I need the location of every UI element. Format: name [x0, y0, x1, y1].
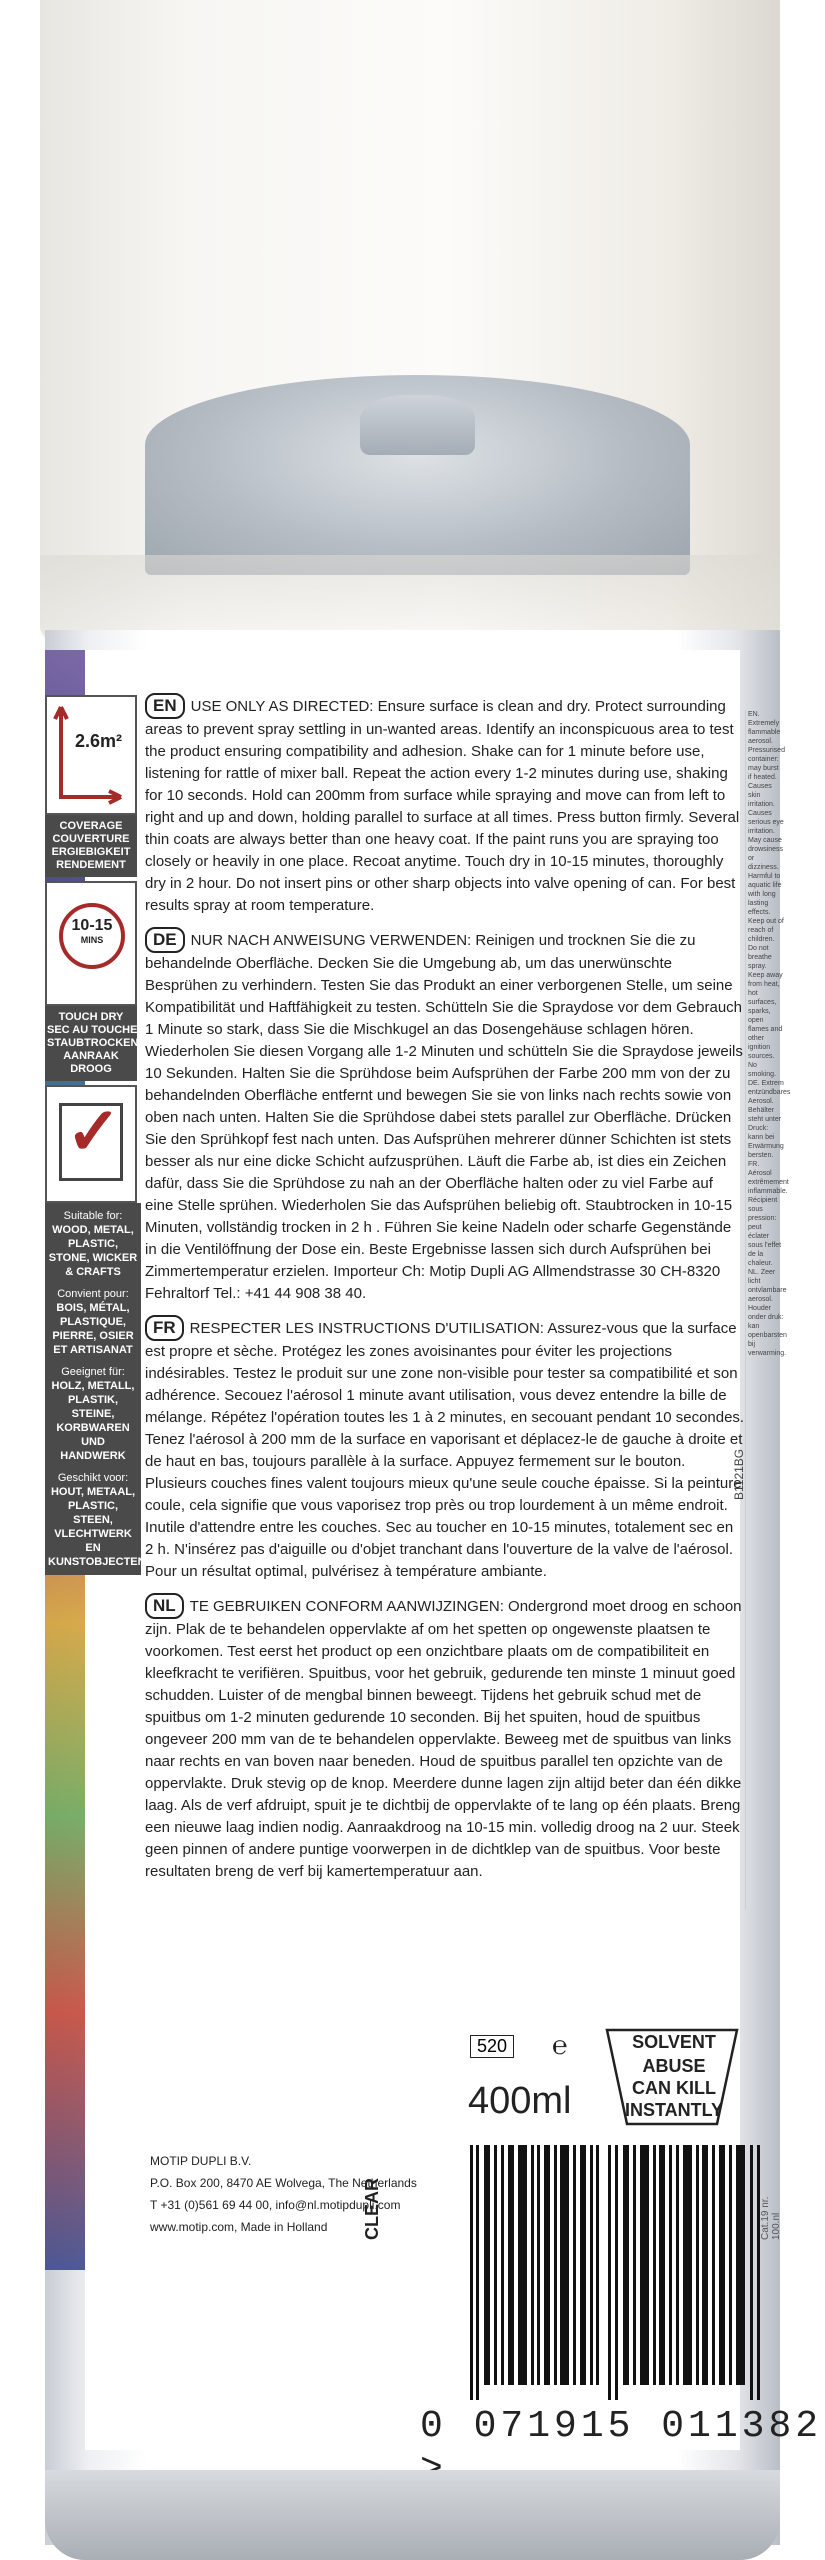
- manufacturer-info: MOTIP DUPLI B.V. P.O. Box 200, 8470 AE Wolvega, The Netherlands T +31 (0)561 69 44 00, info@nl.motipdupli.com www.motip.com, Made in Holland: [150, 2154, 417, 2234]
- touch-dry-unit: MINS: [80, 935, 104, 945]
- coverage-value: 2.6m²: [75, 731, 123, 751]
- can-bottom-rim: [45, 2470, 780, 2560]
- suitable-for-list: Suitable for: WOOD, METAL, PLASTIC, STONE, WICKER & CRAFTS Convient pour: BOIS, MÉTAL, PLASTIQUE, PIERRE, OSIER ET ARTISANAT Geeignet für: HOLZ, METALL, PLASTIK, STEINE, KORBWAREN UND HANDWERK Geschikt voor: HOUT, METAAL, PLASTIC, STEEN, VLECHTWERK EN KUNSTOBJECTEN: [45, 1203, 141, 1575]
- estimated-sign: ℮: [552, 2030, 568, 2060]
- volume: 400ml: [468, 2080, 572, 2122]
- product-number: 520: [470, 2035, 514, 2058]
- section-de: [145, 927, 745, 1305]
- spray-nozzle: [360, 395, 475, 455]
- product-number-row: [470, 2035, 514, 2058]
- barcode: [470, 2145, 770, 2400]
- tick-icon: ✓: [66, 1094, 122, 1168]
- touch-dry-dial: [59, 903, 125, 969]
- clock-icon: [45, 881, 137, 1006]
- checkmark-icon: [45, 1085, 137, 1203]
- lang-badge-de: DE: [145, 927, 185, 953]
- instructions-nl: TE GEBRUIKEN CONFORM AANWIJZINGEN: Ondergrond moet droog en schoon zijn. Plak de te behandelen oppervlakte af om het spetten op ongewenste plaatsen te voorkomen. Test eerst het product op een onzichtbare plaats om de compatibiliteit en kleefkracht te verifiëren. Spuitbus, voor het gebruik, gedurende ten minste 1 minuut goed schudden. Luister of de mengbal binnen beweegt. Tijdens het gebruik schud met de spuitbus om 1-2 minuten gedurende 10 seconden. Bij het spuiten, houd de spuitbus ongeveer 200 mm van de te behandelen oppervlakte. Beweeg met de spuitbus van links naar rechts en van boven naar beneden. Houd de spuitbus parallel ten opzichte van de oppervlakte. Druk stevig op de knop. Meerdere dunne lagen zijn altijd beter dan één dikke laag. Als de verf afdruipt, spuit je te dichtbij de oppervlakte of te lang op één plaats. Breng een nieuwe laag indien nodig. Aanraakdroog na 10-15 min. volledig droog na 2 uur. Steek geen pinnen of andere puntige voorwerpen in de dichtklep van de spuitbus. Voor beste resultaten breng de verf bij kamertemperatuur aan.: [145, 1598, 742, 1880]
- color-name: CLEAR: [362, 2178, 382, 2240]
- instructions-de: NUR NACH ANWEISUNG VERWENDEN: Reinigen und trocknen Sie die zu behandelnde Oberfläche. Decken Sie die Umgebung ab, um das unerwünschte Besprühen zu verhindern. Testen Sie das Produkt an einer verborgenen Stelle, um seine Kompatibilität und Haftfähigkeit zu testen. Schütteln Sie die Spraydose vor dem Gebrauch 1 Minute so stark, dass Sie die Mischkugel an das Dosengehäuse schlagen hören. Wiederholen Sie diesen Vorgang alle 1-2 Minuten und schütteln Sie die Spraydose jeweils 10 Sekunden. Halten Sie die Sprühdose beim Aufsprühen der Farbe 200 mm von der zu behandelnden Oberfläche entfernt und bewegen Sie sie von links nach rechts sowie von oben nach unten. Halten Sie die Sprühdose dabei stets parallel zur Oberfläche. Drücken Sie den Sprühkopf fest nach unten. Das Aufsprühen mehrerer dünner Schichten ist stets besser als nur eine dicke Schicht aufzusprühen. Läuft die Farbe ab, ist dies ein Zeichen dafür, dass Sie die Sprühdose zu nah an der Oberfläche halten oder zu viel Farbe auf eine Stelle sprühen. Wiederholen Sie das Aufsprühen beliebig oft. Staubtrocken in 10-15 Minuten, vollständig trocken in 2 h . Führen Sie keine Nadeln oder scharfe Gegenstände in die Ventilöffnung der Dose ein. Beste Ergebnisse lassen sich durch Aufsprühen bei Zimmertemperatur erzielen. Importeur Ch: Motip Dupli AG Allmendstrasse 30 CH-8320 Fehraltorf Tel.: +41 44 908 38 40.: [145, 932, 743, 1302]
- touch-dry-labels: TOUCH DRY SEC AU TOUCHER STAUBTROCKEN AANRAAK DROOG: [45, 1006, 137, 1081]
- catalog-code: Cat.19 nr. 100.nl: [760, 2196, 782, 2240]
- instructions-fr: RESPECTER LES INSTRUCTIONS D'UTILISATION: Assurez-vous que la surface est propre et sèche. Protégez les zones avoisinantes pour éviter les projections indésirables. Testez le produit sur une zone non-visible pour tester sa compatibilité et son adhérence. Secouez l'aérosol 1 minute avant utilisation, vous devez entendre la bille de mélange. Répétez l'opération toutes les 1 à 2 minutes, en secouant pendant 10 secondes. Tenez l'aérosol à 200 mm de la surface en vaporisant et déplacez-le de gauche à droite et de haut en bas, toujours parallèle à la surface. Appuyez fermement sur le bouton. Plusieurs couches fines valent toujours mieux qu'une seule couche épaisse. Si la peinture coule, cela signifie que vous vaporisez trop près ou trop lourdement à un même endroit. Inutile d'attendre entre les couches. Sec au toucher en 10-15 minutes, totalement sec en 2 h. N'insérez pas d'aiguille ou d'objet tranchant dans l'ouverture de la valve de l'aérosol. Pour un résultat optimal, pulvérisez à température ambiante.: [145, 1320, 745, 1580]
- barcode-number: 0 071915 011382: [420, 2405, 823, 2448]
- section-fr: [145, 1315, 745, 1583]
- solvent-warning: SOLVENT ABUSE CAN KILL INSTANTLY: [597, 2022, 747, 2132]
- hazard-text-strip: EN. Extremely flammable aerosol. Pressurised container: may burst if heated. Causes skin irritation. Causes serious eye irritation. May cause drowsiness or dizziness. Harmful to aquatic life with long lasting effects. Keep out of reach of children. Do not breathe spray. Keep away from heat, hot surfaces, sparks, open flames and other ignition sources. No smoking. DE. Extrem entzündbares Aerosol. Behälter steht unter Druck: kann bei Erwärmung bersten. FR. Aérosol extrêmement inflammable. Récipient sous pression: peut éclater sous l'effet de la chaleur. NL. Zeer licht ontvlambare aerosol. Houder onder druk: kan openbarsten bij verwarming.: [745, 710, 784, 1910]
- touch-dry-value: 10-15: [71, 917, 113, 934]
- lang-badge-nl: NL: [145, 1593, 184, 1619]
- lang-badge-en: EN: [145, 693, 185, 719]
- batch-code: B1121BG: [732, 1448, 746, 1500]
- coverage-icon: [45, 695, 137, 815]
- section-en: [145, 693, 745, 917]
- info-sidebar: [45, 695, 146, 1575]
- instructions: [145, 693, 745, 1893]
- instructions-en: USE ONLY AS DIRECTED: Ensure surface is clean and dry. Protect surrounding areas to prevent spray settling in un-wanted areas. Identify an inconspicuous area to test the product ensuring compatibility and adhesion. Shake can for 1 minute before use, listening for rattle of mixer ball. Repeat the action every 1-2 minutes during use, shaking for 10 seconds. Hold can 200mm from surface while spraying and move can from left to right and up and down, holding parallel to surface at all times. Press button firmly. Several thin coats are always better than one heavy coat. If the paint runs you are spraying too closely or heavily in one place. Recoat anytime. Touch dry in 10-15 minutes, thoroughly dry in 2 hour. Do not insert pins or other sharp objects into valve opening of can. For best results spray at room temperature.: [145, 698, 740, 914]
- section-nl: [145, 1593, 745, 1883]
- lang-badge-fr: FR: [145, 1315, 184, 1341]
- coverage-labels: COVERAGE COUVERTURE ERGIEBIGKEIT RENDEMENT: [45, 815, 137, 877]
